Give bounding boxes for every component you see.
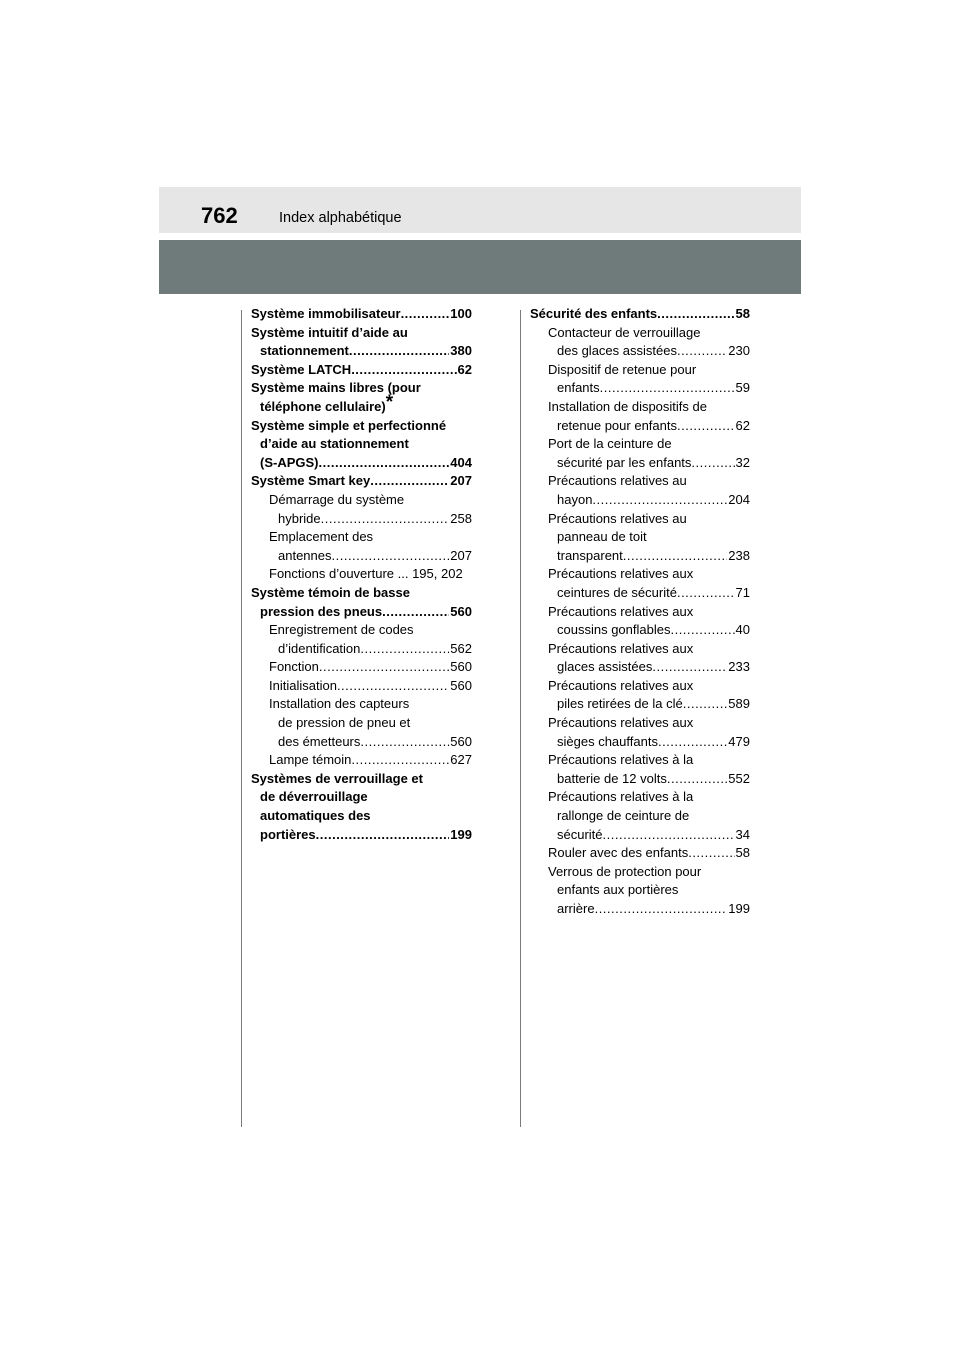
index-entry xyxy=(530,603,750,622)
index-entry xyxy=(251,733,472,752)
leader-dots xyxy=(351,751,449,770)
header-band xyxy=(159,187,801,233)
index-entry-text: rallonge de ceinture de xyxy=(557,808,690,824)
index-entry xyxy=(530,379,750,398)
index-entry xyxy=(251,565,472,584)
index-entry-text: stationnement xyxy=(260,343,349,359)
index-entry xyxy=(251,788,472,807)
index-entry-text: de déverrouillage xyxy=(260,789,368,805)
index-entry-text: Précautions relatives aux xyxy=(548,603,694,619)
leader-dots xyxy=(401,305,450,324)
index-entry xyxy=(530,714,750,733)
page-reference: 59 xyxy=(735,380,750,396)
index-entry-text: antennes xyxy=(278,547,332,563)
index-entry-text: Fonctions d’ouverture ... 195, 202 xyxy=(269,566,463,582)
index-entry xyxy=(530,491,750,510)
index-entry xyxy=(530,881,750,900)
index-column-right xyxy=(530,305,750,919)
column-rule-middle xyxy=(520,310,521,1127)
index-entry xyxy=(530,435,750,454)
page-reference: 233 xyxy=(728,659,750,675)
index-entry xyxy=(251,677,472,696)
index-entry-text: Rouler avec des enfants xyxy=(548,845,689,861)
leader-dots xyxy=(600,379,735,398)
index-entry-text: Précautions relatives aux xyxy=(548,715,694,731)
index-entry xyxy=(251,324,472,343)
leader-dots xyxy=(683,695,728,714)
leader-dots xyxy=(603,826,735,845)
index-entry-text: arrière xyxy=(557,901,595,916)
index-entry-text: Précautions relatives aux xyxy=(548,677,694,693)
index-entry xyxy=(530,454,750,473)
index-entry xyxy=(530,528,750,547)
page-reference: 58 xyxy=(735,845,750,861)
index-entry-text: Verrous de protection pour xyxy=(548,863,702,879)
page-reference: 32 xyxy=(735,454,750,470)
index-entry xyxy=(251,826,472,845)
index-entry-text: hayon xyxy=(557,491,593,507)
page-reference: 34 xyxy=(735,826,750,842)
page-reference: 207 xyxy=(450,473,472,489)
page-reference: 40 xyxy=(735,622,750,638)
index-entry-text: Précautions relatives à la xyxy=(548,789,694,805)
page-reference: 58 xyxy=(735,306,750,321)
index-entry-text: Précautions relatives au xyxy=(548,473,687,489)
index-entry-text: Contacteur de verrouillage xyxy=(548,324,701,340)
index-entry xyxy=(530,342,750,361)
leader-dots xyxy=(677,584,735,603)
index-entry xyxy=(251,528,472,547)
index-entry-text: Démarrage du système xyxy=(269,491,405,507)
index-entry-text: Système LATCH xyxy=(251,361,352,377)
page-reference: 199 xyxy=(728,901,750,916)
column-rule-left xyxy=(241,310,242,1127)
index-entry xyxy=(530,826,750,845)
index-entry-text: Fonction xyxy=(269,659,319,675)
index-entry xyxy=(251,491,472,510)
index-entry xyxy=(530,695,750,714)
index-entry xyxy=(251,417,472,436)
leader-dots xyxy=(360,640,449,659)
index-entry-text: Enregistrement de codes xyxy=(269,622,414,638)
index-entry-text: sécurité xyxy=(557,826,603,842)
leader-dots xyxy=(677,417,735,436)
leader-dots xyxy=(332,547,450,566)
index-entry-text: Port de la ceinture de xyxy=(548,436,672,452)
index-entry-text: portières xyxy=(260,826,316,842)
index-entry xyxy=(251,714,472,733)
index-entry xyxy=(530,417,750,436)
leader-dots xyxy=(319,454,450,473)
index-entry xyxy=(251,658,472,677)
index-entry-text: Précautions relatives aux xyxy=(548,640,694,656)
leader-dots xyxy=(349,342,449,361)
leader-dots xyxy=(677,342,727,361)
index-entry-text: retenue pour enfants xyxy=(557,417,677,433)
index-entry-text: enfants aux portières xyxy=(557,882,679,898)
leader-dots xyxy=(316,826,450,845)
index-column-left xyxy=(251,305,472,844)
index-entry xyxy=(530,510,750,529)
index-entry xyxy=(530,844,750,863)
index-entry-text: Précautions relatives à la xyxy=(548,752,694,768)
index-entry-text: Emplacement des xyxy=(269,529,374,545)
index-entry xyxy=(251,391,472,417)
index-entry xyxy=(251,603,472,622)
index-entry xyxy=(251,510,472,529)
index-entry-text: Installation des capteurs xyxy=(269,696,410,712)
page-reference: 627 xyxy=(450,752,472,768)
index-entry xyxy=(530,472,750,491)
index-entry-text: Systèmes de verrouillage et xyxy=(251,770,423,786)
page-reference: 238 xyxy=(728,547,750,563)
index-entry-text: Installation de dispositifs de xyxy=(548,398,707,414)
page-reference: 560 xyxy=(450,677,472,693)
leader-dots xyxy=(623,547,728,566)
index-entry xyxy=(251,472,472,491)
index-entry-text: (S-APGS) xyxy=(260,454,319,470)
index-entry-text: pression des pneus xyxy=(260,603,383,619)
index-entry xyxy=(530,621,750,640)
page-reference: 207 xyxy=(450,547,472,563)
index-entry xyxy=(530,677,750,696)
index-entry xyxy=(251,379,472,398)
index-entry-text: sécurité par les enfants xyxy=(557,454,692,470)
index-entry xyxy=(530,324,750,343)
leader-dots xyxy=(319,658,449,677)
index-entry-text: transparent xyxy=(557,547,623,563)
index-entry xyxy=(251,454,472,473)
index-entry-text: des émetteurs xyxy=(278,733,361,749)
leader-dots xyxy=(658,733,727,752)
index-entry-text: Système intuitif d’aide au xyxy=(251,324,408,340)
index-entry xyxy=(530,770,750,789)
page-reference: 258 xyxy=(450,510,472,526)
leader-dots xyxy=(382,603,449,622)
index-entry xyxy=(530,900,750,919)
index-entry xyxy=(530,398,750,417)
index-entry xyxy=(530,733,750,752)
page-number: 762 xyxy=(201,203,238,228)
index-entry xyxy=(251,361,472,380)
index-entry xyxy=(251,751,472,770)
index-entry-text: glaces assistées xyxy=(557,659,653,675)
page-reference: 562 xyxy=(450,640,472,656)
page-reference: 589 xyxy=(728,696,750,712)
index-entry xyxy=(251,547,472,566)
index-entry xyxy=(530,863,750,882)
page-reference: 71 xyxy=(735,584,750,600)
index-entry-text: automatiques des xyxy=(260,808,371,824)
index-entry-text: Système témoin de basse xyxy=(251,584,410,600)
index-entry-text: Système simple et perfectionné xyxy=(251,417,447,433)
index-entry-text: piles retirées de la clé xyxy=(557,696,683,712)
index-entry xyxy=(251,807,472,826)
leader-dots xyxy=(370,472,449,491)
index-entry-text: Précautions relatives au xyxy=(548,510,687,526)
page-reference: 204 xyxy=(728,491,750,507)
page-reference: 62 xyxy=(457,361,472,377)
leader-dots xyxy=(360,733,449,752)
leader-dots xyxy=(652,658,727,677)
index-entry-text: Système Smart key xyxy=(251,473,371,489)
index-entry-text: batterie de 12 volts xyxy=(557,770,667,786)
index-entry xyxy=(530,305,750,324)
index-entry-text: d’identification xyxy=(278,640,361,656)
index-entry xyxy=(530,361,750,380)
page-reference: 100 xyxy=(450,306,472,321)
index-entry-text: Système immobilisateur xyxy=(251,306,401,321)
index-entry xyxy=(530,584,750,603)
leader-dots xyxy=(667,770,727,789)
page-reference: 552 xyxy=(728,770,750,786)
leader-dots xyxy=(321,510,450,529)
footnote-star: * xyxy=(385,391,394,413)
index-entry-text: panneau de toit xyxy=(557,529,647,545)
index-entry-text: des glaces assistées xyxy=(557,343,677,359)
leader-dots xyxy=(595,900,728,919)
index-entry xyxy=(251,640,472,659)
leader-dots xyxy=(337,677,449,696)
page-reference: 380 xyxy=(450,343,472,359)
page-reference: 560 xyxy=(450,659,472,675)
index-entry xyxy=(251,584,472,603)
index-entry-text: de pression de pneu et xyxy=(278,715,411,731)
leader-dots xyxy=(691,454,734,473)
index-entry xyxy=(251,770,472,789)
index-entry xyxy=(530,751,750,770)
index-entry xyxy=(530,547,750,566)
index-entry-text: sièges chauffants xyxy=(557,733,658,749)
page-title: Index alphabétique xyxy=(279,210,402,226)
index-entry-text: Précautions relatives aux xyxy=(548,566,694,582)
index-entry-text: ceintures de sécurité xyxy=(557,584,677,600)
leader-dots xyxy=(351,361,456,380)
index-entry-text: Lampe témoin xyxy=(269,752,352,768)
leader-dots xyxy=(657,305,734,324)
index-entry xyxy=(251,435,472,454)
index-entry-text: hybride xyxy=(278,510,321,526)
index-entry xyxy=(530,565,750,584)
index-entry xyxy=(530,807,750,826)
index-entry xyxy=(251,342,472,361)
index-entry-text: coussins gonflables xyxy=(557,622,671,638)
index-entry-text: Système mains libres (pour xyxy=(251,380,421,396)
index-entry xyxy=(530,640,750,659)
page-reference: 404 xyxy=(450,454,472,470)
section-bar xyxy=(159,240,801,294)
page-reference: 230 xyxy=(728,343,750,359)
page-reference: 479 xyxy=(728,733,750,749)
index-entry-text: d’aide au stationnement xyxy=(260,436,409,452)
index-entry xyxy=(251,621,472,640)
index-entry xyxy=(530,658,750,677)
leader-dots xyxy=(592,491,727,510)
page-reference: 199 xyxy=(450,826,472,842)
index-entry-text: Dispositif de retenue pour xyxy=(548,361,697,377)
index-entry-text: téléphone cellulaire) xyxy=(260,398,386,414)
index-entry-text: Sécurité des enfants xyxy=(530,306,658,321)
index-entry-text: Initialisation xyxy=(269,677,337,693)
page-reference: 560 xyxy=(450,733,472,749)
page-reference: 62 xyxy=(735,417,750,433)
index-entry xyxy=(251,305,472,324)
page-reference: 560 xyxy=(450,603,472,619)
index-entry xyxy=(530,788,750,807)
index-entry-text: enfants xyxy=(557,380,600,396)
leader-dots xyxy=(688,844,734,863)
leader-dots xyxy=(670,621,734,640)
index-entry xyxy=(251,695,472,714)
